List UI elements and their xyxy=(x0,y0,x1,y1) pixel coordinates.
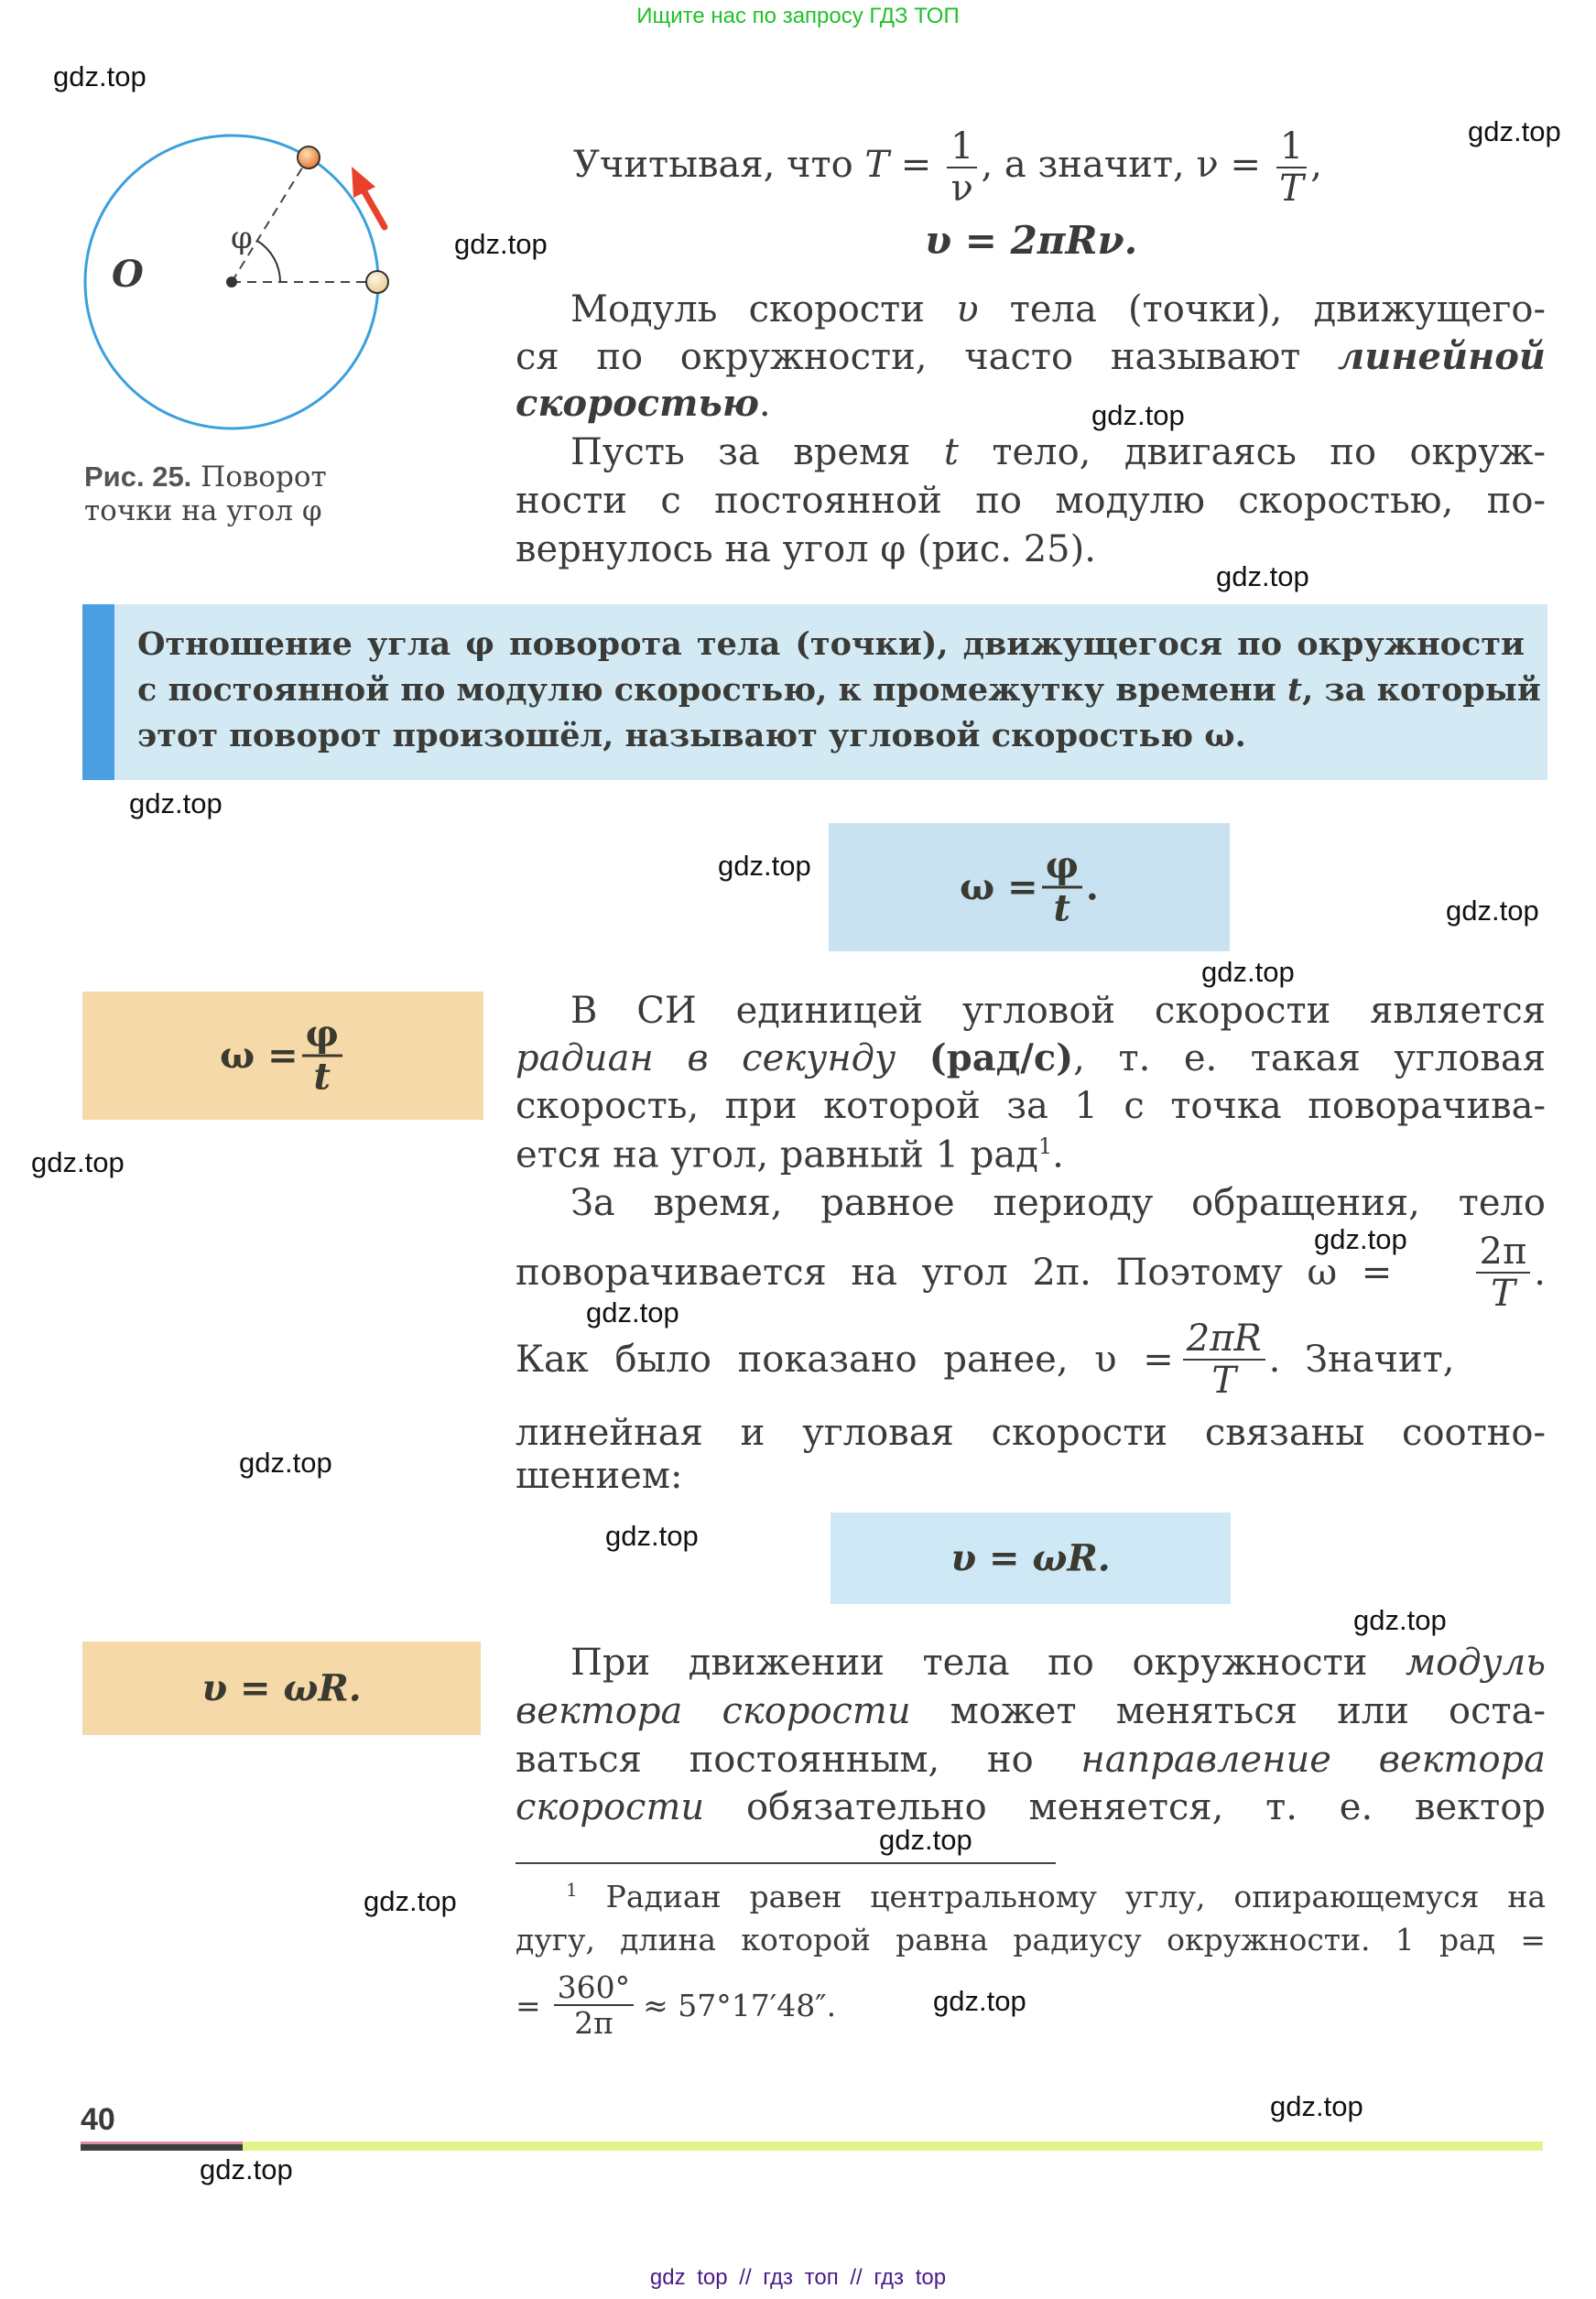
p2-line1 xyxy=(570,431,1547,473)
watermark: gdz.top xyxy=(53,60,147,92)
denominator: t xyxy=(313,1055,331,1099)
text: Модуль скорости xyxy=(570,288,957,331)
angular-speed-formula-box xyxy=(829,823,1230,951)
term-velocity-vector: вектора скорости xyxy=(516,1690,911,1732)
text: = xyxy=(889,144,944,186)
figure-caption xyxy=(84,460,327,528)
term-direction: направление вектора xyxy=(1080,1739,1546,1781)
numerator: φ xyxy=(302,1016,342,1057)
p1-line1 xyxy=(570,288,1547,331)
lhs: ω = xyxy=(960,865,1038,909)
watermark: gdz.top xyxy=(1446,895,1539,927)
p5-line2: линейная и угловая скорости связаны соотно- xyxy=(516,1412,1546,1454)
term-rad-per-sec: радиан в секунду xyxy=(516,1037,896,1079)
fraction-phi-over-t xyxy=(302,1012,342,1099)
fraction-phi-over-t xyxy=(1042,843,1082,930)
page-number: 40 xyxy=(81,2102,115,2137)
margin-relation-formula: υ = ωR. xyxy=(201,1666,362,1710)
watermark: gdz.top xyxy=(879,1824,972,1856)
equals: = xyxy=(516,1987,541,2023)
text: , за который xyxy=(1302,671,1541,709)
denominator: t xyxy=(1053,886,1071,930)
text: ется на угол, равный 1 рад xyxy=(516,1133,1038,1177)
numerator: 1 xyxy=(947,128,977,168)
angle-arc xyxy=(257,241,280,282)
text: . xyxy=(758,383,771,425)
watermark: gdz.top xyxy=(1216,560,1309,592)
text: Радиан равен центральному углу, опирающемуся на xyxy=(577,1879,1546,1914)
center-point xyxy=(226,277,237,287)
watermark: gdz.top xyxy=(364,1885,457,1917)
denominator: ν xyxy=(950,168,973,210)
watermark: gdz.top xyxy=(933,1985,1026,2017)
margin-formula-box-omega xyxy=(82,992,483,1120)
fraction-1-over-nu xyxy=(947,125,977,210)
numerator: 2πR xyxy=(1183,1320,1265,1361)
text: , а значит, ν = xyxy=(981,144,1273,186)
watermark: gdz.top xyxy=(1314,1223,1407,1255)
search-hint-banner: Ищите нас по запросу ГДЗ ТОП xyxy=(636,4,960,28)
watermark: gdz.top xyxy=(200,2153,293,2185)
p1-line3 xyxy=(516,382,1546,425)
watermark: gdz.top xyxy=(31,1146,125,1178)
definition-line3: этот поворот произошёл, называют угловой скоростью ω. xyxy=(137,717,1246,754)
fraction-group xyxy=(1472,1231,1546,1315)
dot: . xyxy=(1085,865,1099,909)
text: Пусть за время xyxy=(570,431,944,473)
watermark: gdz.top xyxy=(239,1447,332,1479)
watermark: gdz.top xyxy=(605,1520,699,1552)
fraction-2pi-over-T xyxy=(1476,1231,1531,1315)
definition-line2 xyxy=(137,671,1541,709)
watermark: gdz.top xyxy=(1201,956,1295,988)
p2-line3: вернулось на угол φ (рис. 25). xyxy=(516,528,1096,570)
footnote-line2: дугу, длина которой равна радиусу окружности. 1 рад = xyxy=(516,1922,1546,1957)
footnote-line1 xyxy=(566,1881,1546,1912)
term-speed: скоростью xyxy=(516,382,759,425)
caption-line2: точки на угол φ xyxy=(84,494,322,528)
watermark: gdz.top xyxy=(586,1296,679,1328)
p6-line3 xyxy=(516,1739,1546,1781)
watermark: gdz.top xyxy=(454,228,548,260)
p3-line1: В СИ единицей угловой скорости является xyxy=(570,990,1546,1032)
text: . Значит, xyxy=(1268,1339,1455,1381)
var-T: T xyxy=(864,144,890,186)
definition-line1: Отношение угла φ поворота тела (точки), движущегося по окружности xyxy=(137,625,1525,663)
p3-line2 xyxy=(516,1036,1546,1079)
watermark: gdz.top xyxy=(1353,1604,1447,1636)
fraction-1-over-T xyxy=(1276,125,1307,210)
text: может меняться или оста- xyxy=(910,1690,1546,1732)
text: тела (точки), движущего- xyxy=(978,288,1547,331)
linear-speed-formula: υ = 2πRν. xyxy=(925,218,1138,263)
numerator: 1 xyxy=(1276,128,1307,168)
text: тело, двигаясь по окруж- xyxy=(958,431,1547,473)
denominator: T xyxy=(1211,1360,1237,1402)
relation-formula: υ = ωR. xyxy=(950,1536,1111,1580)
footnote-separator xyxy=(516,1862,1056,1864)
term-modulus: модуль xyxy=(1405,1642,1546,1684)
p1-line2 xyxy=(516,335,1546,378)
watermark: gdz.top xyxy=(1270,2090,1363,2122)
p5-line3: шением: xyxy=(516,1455,683,1497)
angular-speed-formula xyxy=(829,843,1230,930)
caption-line1: Поворот xyxy=(201,461,327,493)
denominator: T xyxy=(1491,1273,1515,1315)
p4-line1: За время, равное периоду обращения, тело xyxy=(570,1182,1546,1224)
text: . xyxy=(1534,1252,1546,1294)
p6-line1 xyxy=(570,1642,1546,1684)
footer-bar xyxy=(243,2142,1543,2151)
numerator: 2π xyxy=(1476,1233,1531,1274)
p6-line2 xyxy=(516,1690,1546,1732)
p3-line4 xyxy=(516,1133,1546,1177)
footnote-ref: 1 xyxy=(1037,1133,1053,1159)
p2-line2: ности с постоянной по модулю скоростью, по- xyxy=(516,480,1546,522)
footnote-line3 xyxy=(516,1968,1546,2042)
footnote-number: 1 xyxy=(566,1879,578,1901)
intro-formula-line xyxy=(573,125,1322,210)
term-velocity: скорости xyxy=(516,1786,705,1828)
text: . xyxy=(1052,1133,1064,1177)
margin-formula-box-relation xyxy=(82,1642,481,1735)
definition-box xyxy=(82,604,1547,780)
watermark: gdz.top xyxy=(718,850,811,882)
watermark: gdz.top xyxy=(129,787,223,819)
denominator: T xyxy=(1279,168,1304,210)
lhs: ω = xyxy=(220,1034,299,1078)
text: ваться постоянным, но xyxy=(516,1739,1081,1781)
relation-formula-box xyxy=(831,1513,1231,1604)
var-t: t xyxy=(1287,671,1303,709)
p6-line4 xyxy=(516,1786,1546,1828)
site-banner: gdz top // гдз топ // гдз top xyxy=(649,2265,947,2290)
p5-line1 xyxy=(516,1318,1546,1401)
definition-stripe xyxy=(82,604,114,780)
term-linear: линейной xyxy=(1338,335,1546,378)
start-point xyxy=(366,271,388,293)
text: ≈ 57°17′48″. xyxy=(643,1987,837,2023)
margin-angular-speed-formula xyxy=(82,1012,483,1099)
numerator: 360° xyxy=(554,1972,635,2006)
footer-bar-accent xyxy=(81,2142,243,2151)
text: , т. е. такая угловая xyxy=(1073,1037,1546,1079)
text: Учитывая, что xyxy=(573,144,865,186)
angle-label: φ xyxy=(231,220,253,256)
var-v: υ xyxy=(956,288,979,331)
watermark: gdz.top xyxy=(1091,399,1185,431)
text: Как было показано ранее, υ = xyxy=(516,1339,1174,1381)
unit: (рад/с) xyxy=(928,1036,1074,1079)
caption-label: Рис. 25. xyxy=(84,461,192,493)
text: с постоянной по модулю скоростью, к промежутку времени xyxy=(137,671,1287,709)
watermark: gdz.top xyxy=(1468,115,1561,147)
numerator: φ xyxy=(1042,848,1082,889)
text: , xyxy=(1310,144,1322,186)
center-label: O xyxy=(112,253,144,296)
text: При движении тела по окружности xyxy=(570,1642,1406,1684)
p3-line3: скорость, при которой за 1 с точка поворачива- xyxy=(516,1085,1546,1127)
text: ся по окружности, часто называют xyxy=(516,336,1339,378)
moved-point xyxy=(298,146,320,168)
text: обязательно меняется, т. е. вектор xyxy=(704,1786,1546,1828)
fraction-360-over-2pi xyxy=(554,1969,635,2041)
denominator: 2π xyxy=(574,2005,613,2041)
fraction-2piR-over-T xyxy=(1183,1318,1265,1402)
text: поворачивается на угол 2π. Поэтому ω = xyxy=(516,1252,1393,1294)
var-t: t xyxy=(943,431,959,473)
